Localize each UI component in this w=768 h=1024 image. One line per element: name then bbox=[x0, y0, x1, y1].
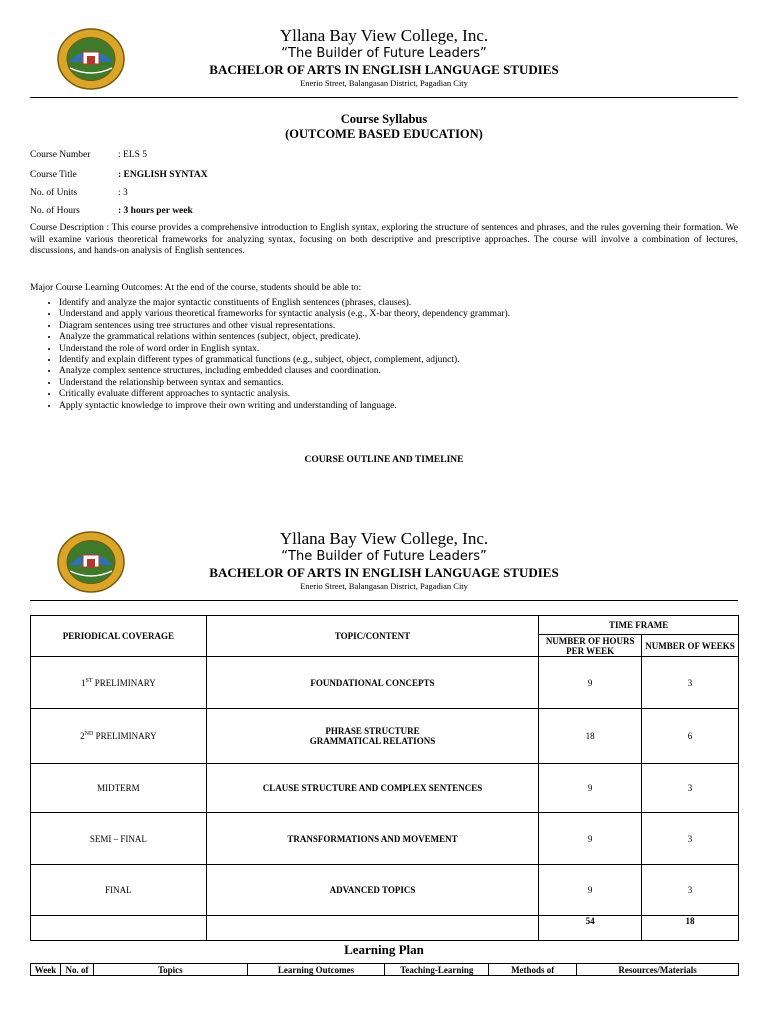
topic-cell: ADVANCED TOPICS bbox=[206, 865, 538, 916]
college-name: Yllana Bay View College, Inc. bbox=[279, 529, 489, 548]
totals-blank-cell bbox=[31, 916, 207, 941]
outcome-item: • Critically evaluate different approaches to syntactic analysis. bbox=[59, 389, 739, 400]
header-hours: NUMBER OF HOURS PER WEEK bbox=[539, 635, 642, 657]
course-number-label: Course Number bbox=[30, 150, 91, 160]
total-hours: 54 bbox=[539, 916, 642, 941]
outcome-item: • Identify and explain different types of grammatical functions (e.g., subject, object, complement, adjunct). bbox=[59, 355, 739, 366]
weeks-cell: 3 bbox=[642, 657, 739, 709]
units-label: No. of Units bbox=[30, 188, 78, 198]
hours-cell: 18 bbox=[539, 709, 642, 764]
table-row bbox=[31, 813, 739, 865]
syllabus-title: Course Syllabus bbox=[340, 112, 428, 126]
program-name: BACHELOR OF ARTS IN ENGLISH LANGUAGE STUDIES bbox=[209, 62, 559, 77]
lp-col-methods: Methods of bbox=[489, 964, 577, 976]
hours-value: : 3 hours per week bbox=[118, 206, 193, 216]
learning-plan-header-row bbox=[31, 964, 739, 976]
period-cell: 2ND PRELIMINARY bbox=[31, 709, 207, 764]
weeks-cell: 3 bbox=[642, 865, 739, 916]
header-periodical: PERIODICAL COVERAGE bbox=[31, 616, 207, 657]
totals-blank-cell bbox=[206, 916, 538, 941]
topic-cell: TRANSFORMATIONS AND MOVEMENT bbox=[206, 813, 538, 865]
header-timeframe: TIME FRAME bbox=[539, 616, 739, 635]
table-row bbox=[31, 865, 739, 916]
hours-cell: 9 bbox=[539, 764, 642, 813]
topic-cell: PHRASE STRUCTURE GRAMMATICAL RELATIONS bbox=[206, 709, 538, 764]
period-cell: 1ST PRELIMINARY bbox=[31, 657, 207, 709]
outcome-item: • Understand the role of word order in English syntax. bbox=[59, 344, 739, 355]
course-title-label: Course Title bbox=[30, 170, 77, 180]
period-cell: MIDTERM bbox=[31, 764, 207, 813]
outcome-item: • Understand and apply various theoretical frameworks for syntactic analysis (e.g., X-bar theory, dependency grammar). bbox=[59, 309, 739, 320]
topic-cell: CLAUSE STRUCTURE AND COMPLEX SENTENCES bbox=[206, 764, 538, 813]
course-description: Course Description : This course provides a comprehensive introduction to English syntax, exploring the structure of sentences and phrases, and the rules governing their formation. We will examine various theoretical frameworks for analyzing syntax, focusing on both descriptive and prescriptive approaches. The course will involve a combination of lectures, discussions, and hands-on analysis of English sentences. bbox=[30, 223, 738, 256]
topic-cell: FOUNDATIONAL CONCEPTS bbox=[206, 657, 538, 709]
college-motto: “The Builder of Future Leaders” bbox=[281, 549, 487, 564]
table-row bbox=[31, 657, 739, 709]
weeks-cell: 6 bbox=[642, 709, 739, 764]
outcomes-list bbox=[30, 298, 739, 412]
lp-col-teaching: Teaching-Learning bbox=[385, 964, 489, 976]
units-value: : 3 bbox=[118, 188, 128, 198]
header-topic: TOPIC/CONTENT bbox=[206, 616, 538, 657]
outcome-item: • Diagram sentences using tree structures and other visual representations. bbox=[59, 321, 739, 332]
college-name: Yllana Bay View College, Inc. bbox=[279, 26, 489, 45]
outcome-item: • Apply syntactic knowledge to improve their own writing and understanding of language. bbox=[59, 401, 739, 412]
course-outline-table bbox=[30, 615, 739, 941]
hours-cell: 9 bbox=[539, 865, 642, 916]
outcomes-intro: Major Course Learning Outcomes: At the end of the course, students should be able to: bbox=[30, 283, 362, 293]
page-header-2 bbox=[30, 529, 738, 599]
header-weeks: NUMBER OF WEEKS bbox=[642, 635, 739, 657]
header-divider bbox=[30, 97, 738, 98]
course-number-value: : ELS 5 bbox=[118, 150, 148, 160]
hours-cell: 9 bbox=[539, 813, 642, 865]
table-row bbox=[31, 764, 739, 813]
outcome-item: • Identify and analyze the major syntactic constituents of English sentences (phrases, clauses). bbox=[59, 298, 739, 309]
period-cell: FINAL bbox=[31, 865, 207, 916]
college-address: Enerio Street, Balangasan District, Pagadian City bbox=[300, 581, 468, 591]
lp-col-no: No. of bbox=[60, 964, 93, 976]
outcome-item: • Analyze the grammatical relations within sentences (subject, object, predicate). bbox=[59, 332, 739, 343]
page-header bbox=[30, 26, 738, 96]
lp-col-topics: Topics bbox=[93, 964, 247, 976]
lp-col-outcomes: Learning Outcomes bbox=[247, 964, 385, 976]
weeks-cell: 3 bbox=[642, 813, 739, 865]
lp-col-resources: Resources/Materials bbox=[577, 964, 739, 976]
college-motto: “The Builder of Future Leaders” bbox=[281, 46, 487, 61]
total-weeks: 18 bbox=[642, 916, 739, 941]
hours-cell: 9 bbox=[539, 657, 642, 709]
learning-plan-title: Learning Plan bbox=[344, 942, 424, 957]
course-title-value: : ENGLISH SYNTAX bbox=[118, 170, 208, 180]
program-name: BACHELOR OF ARTS IN ENGLISH LANGUAGE STUDIES bbox=[209, 565, 559, 580]
lp-col-week: Week bbox=[31, 964, 61, 976]
learning-plan-table bbox=[30, 963, 739, 976]
table-row bbox=[31, 709, 739, 764]
outline-title: COURSE OUTLINE AND TIMELINE bbox=[304, 455, 464, 465]
header-divider bbox=[30, 600, 738, 601]
college-address: Enerio Street, Balangasan District, Pagadian City bbox=[300, 78, 468, 88]
hours-label: No. of Hours bbox=[30, 206, 80, 216]
syllabus-subtitle: (OUTCOME BASED EDUCATION) bbox=[285, 127, 483, 141]
totals-row bbox=[31, 916, 739, 941]
outcome-item: • Analyze complex sentence structures, including embedded clauses and coordination. bbox=[59, 366, 739, 377]
period-cell: SEMI – FINAL bbox=[31, 813, 207, 865]
outcome-item: • Understand the relationship between syntax and semantics. bbox=[59, 378, 739, 389]
weeks-cell: 3 bbox=[642, 764, 739, 813]
